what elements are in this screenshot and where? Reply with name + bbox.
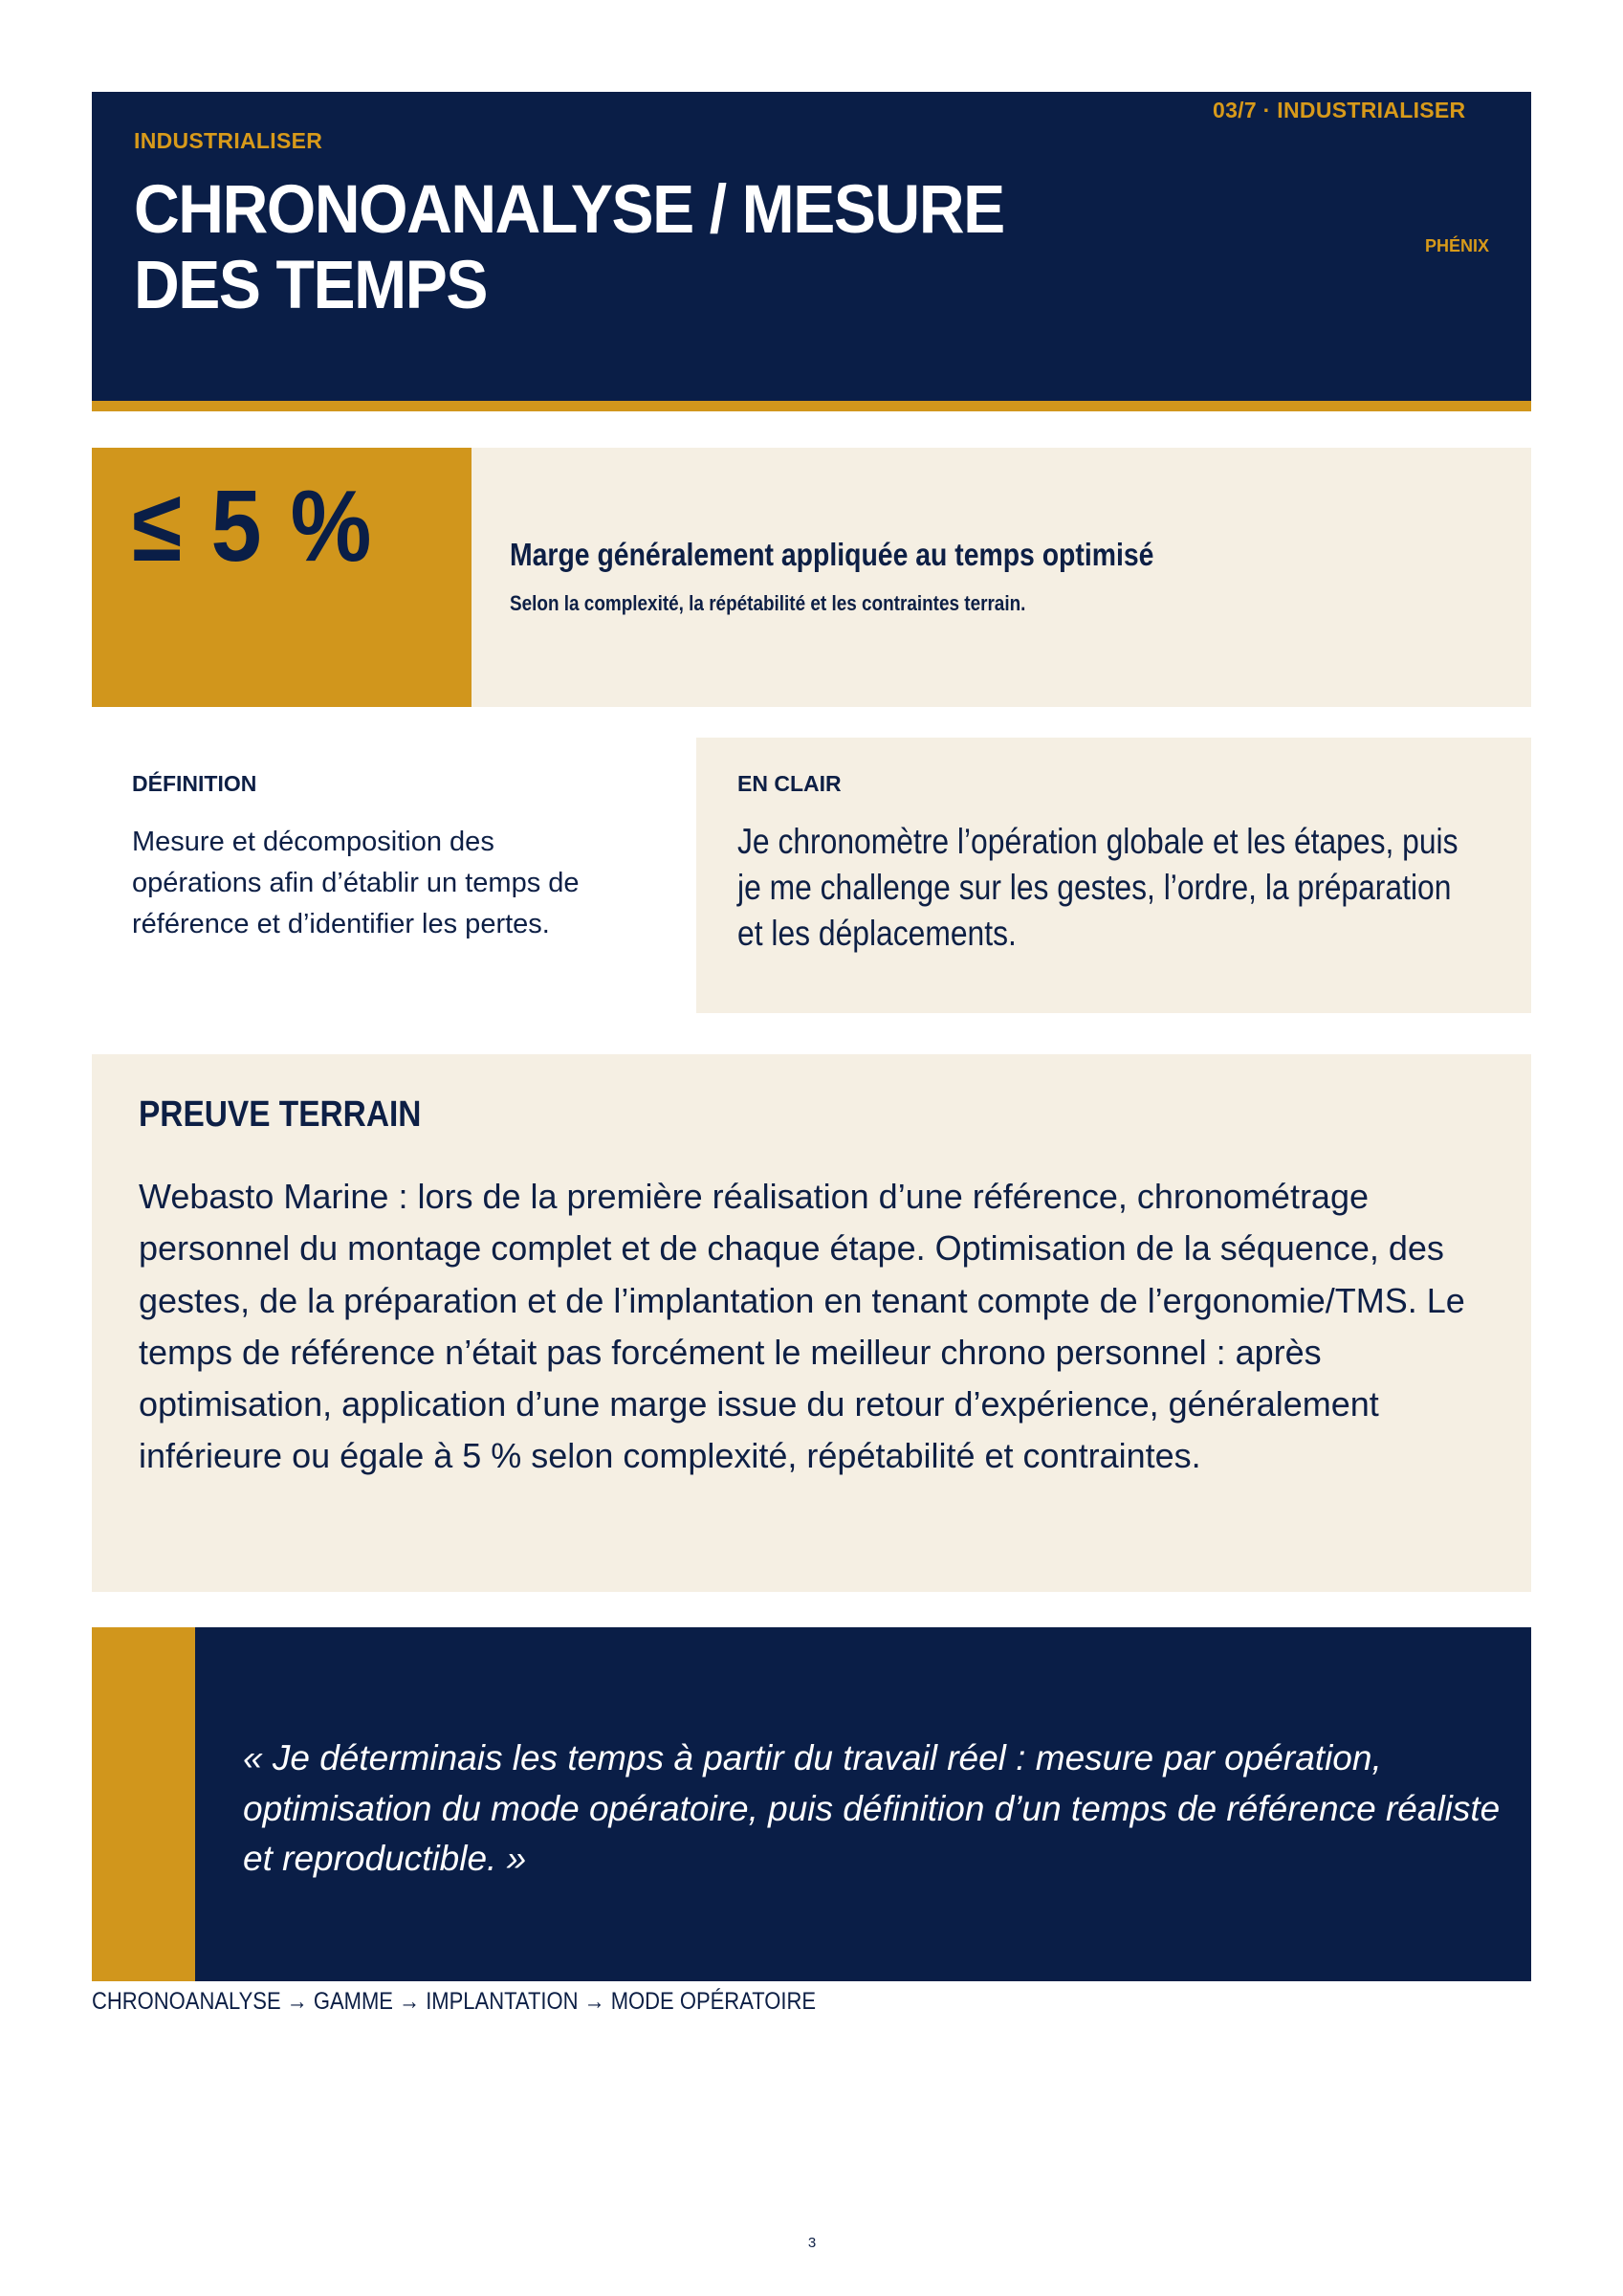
kpi-subcaption: Selon la complexité, la répétabilité et les contraintes terrain.	[510, 591, 1026, 615]
quote-accent-bar	[92, 1627, 195, 1981]
page-title: CHRONOANALYSE / MESURE DES TEMPS	[134, 172, 1004, 323]
en-clair-heading: EN CLAIR	[737, 771, 842, 796]
page-counter: 03/7 · INDUSTRIALISER	[1213, 98, 1466, 122]
proof-heading: PREUVE TERRAIN	[139, 1094, 422, 1135]
en-clair-text: Je chronomètre l’opération globale et les étapes, puis je me challenge sur les gestes, l’ordre, la préparation et les déplacements.	[737, 822, 1459, 953]
kpi-panel	[472, 448, 1531, 707]
quote-text: « Je déterminais les temps à partir du travail réel : mesure par opération, optimisation du mode opératoire, puis définition d’un temps de référence réaliste et reproductible. »	[243, 1738, 1501, 1878]
definition-text: Mesure et décomposition des opérations afin d’établir un temps de référence et d’identifier les pertes.	[132, 827, 580, 939]
brand-label: PHÉNIX	[1425, 236, 1490, 255]
proof-text: Webasto Marine : lors de la première réalisation d’une référence, chronométrage personnel du montage complet et de chaque étape. Optimisation de la séquence, des gestes, de la préparation et de l’implantation en tenant compte de l’ergonomie/TMS. Le temps de référence n’était pas forcément le meilleur chrono personnel : après optimisation, application d’une marge issue du retour d’expérience, généralement inférieure ou égale à 5 % selon complexité, répétabilité et contraintes.	[139, 1177, 1465, 1476]
process-chain: CHRONOANALYSE → GAMME → IMPLANTATION → MODE OPÉRATOIRE	[92, 1988, 817, 2015]
kpi-caption: Marge généralement appliquée au temps optimisé	[510, 537, 1154, 572]
header-accent-bar	[92, 401, 1531, 411]
definition-heading: DÉFINITION	[132, 771, 257, 796]
kpi-value: ≤ 5 %	[132, 470, 374, 583]
section-label: INDUSTRIALISER	[134, 128, 323, 153]
page-number: 3	[807, 2235, 817, 2251]
